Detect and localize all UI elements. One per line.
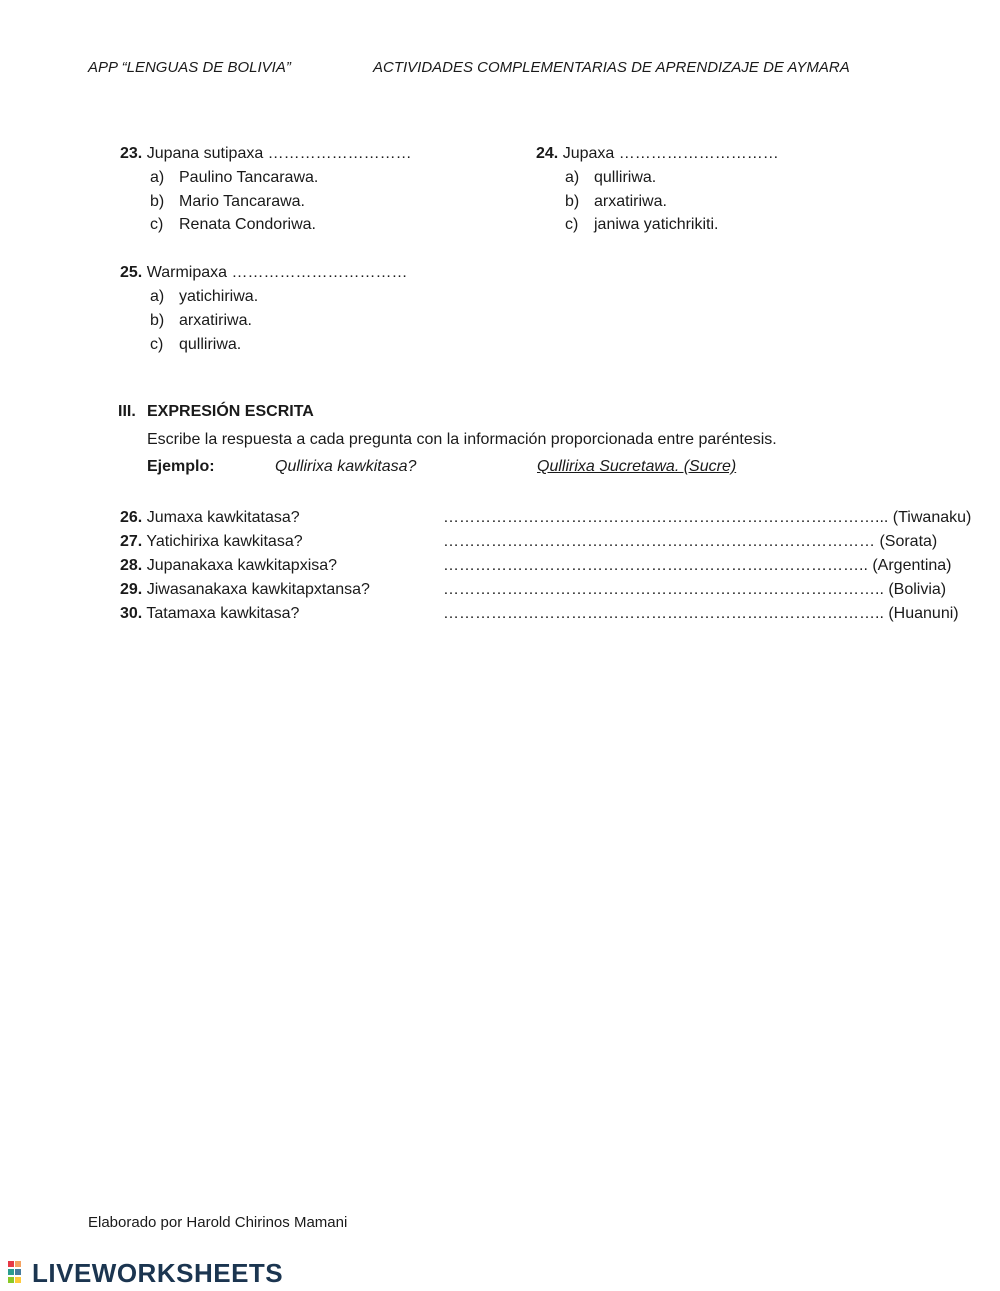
answer-hint: (Argentina) (872, 557, 952, 574)
section-title: EXPRESIÓN ESCRITA (147, 403, 314, 420)
question-text: Jiwasanakaxa kawkitapxtansa? (146, 581, 370, 598)
question-text: Jupana sutipaxa ……………………… (146, 145, 412, 162)
answer-hint: (Huanuni) (888, 605, 959, 622)
logo-text: LIVEWORKSHEETS (32, 1257, 284, 1288)
example-label: Ejemplo: (147, 458, 215, 475)
question-text: Tatamaxa kawkitasa? (146, 605, 300, 622)
answer-hint: (Bolivia) (888, 581, 947, 598)
question-number: 26. (120, 509, 143, 526)
question-number: 25. (120, 264, 143, 281)
question-number: 24. (536, 145, 559, 162)
question-number: 28. (120, 557, 143, 574)
footer-author: Elaborado por Harold Chirinos Mamani (88, 1214, 348, 1231)
question-text: Jupanakaxa kawkitapxisa? (146, 557, 338, 574)
question-number: 27. (120, 533, 143, 550)
question-number: 30. (120, 605, 143, 622)
question-text: Jumaxa kawkitatasa? (146, 509, 300, 526)
liveworksheets-logo (8, 1259, 283, 1287)
section-numeral: III. (118, 403, 136, 420)
section-instruction: Escribe la respuesta a cada pregunta con la información proporcionada entre paréntesis. (147, 431, 777, 448)
answer-hint: (Sorata) (879, 533, 938, 550)
answer-blank[interactable]: ………………………………………………………………………... (Tiwanaku) (443, 509, 972, 526)
logo-grid-icon (8, 1261, 30, 1285)
question-number: 29. (120, 581, 143, 598)
answer-blank[interactable]: ……………………………………………………………………… (Sorata) (443, 533, 938, 550)
example-answer: Qullirixa Sucretawa. (Sucre) (537, 458, 737, 475)
question-number: 23. (120, 145, 143, 162)
answer-blank[interactable]: …………………………………………………………………….. (Argentina) (443, 557, 952, 574)
answer-blank[interactable]: ……………………………………………………………………….. (Huanuni) (443, 605, 959, 622)
question-text: Warmipaxa …………………………… (146, 264, 408, 281)
example-question: Qullirixa kawkitasa? (275, 458, 417, 475)
question-text: Yatichirixa kawkitasa? (146, 533, 303, 550)
header-app-title: APP “LENGUAS DE BOLIVIA” (88, 59, 291, 76)
answer-blank[interactable]: ……………………………………………………………………….. (Bolivia) (443, 581, 947, 598)
answer-hint: (Tiwanaku) (892, 509, 972, 526)
question-text: Jupaxa ………………………… (562, 145, 779, 162)
header-activity-title: ACTIVIDADES COMPLEMENTARIAS DE APRENDIZAJE DE AYMARA (373, 59, 850, 76)
